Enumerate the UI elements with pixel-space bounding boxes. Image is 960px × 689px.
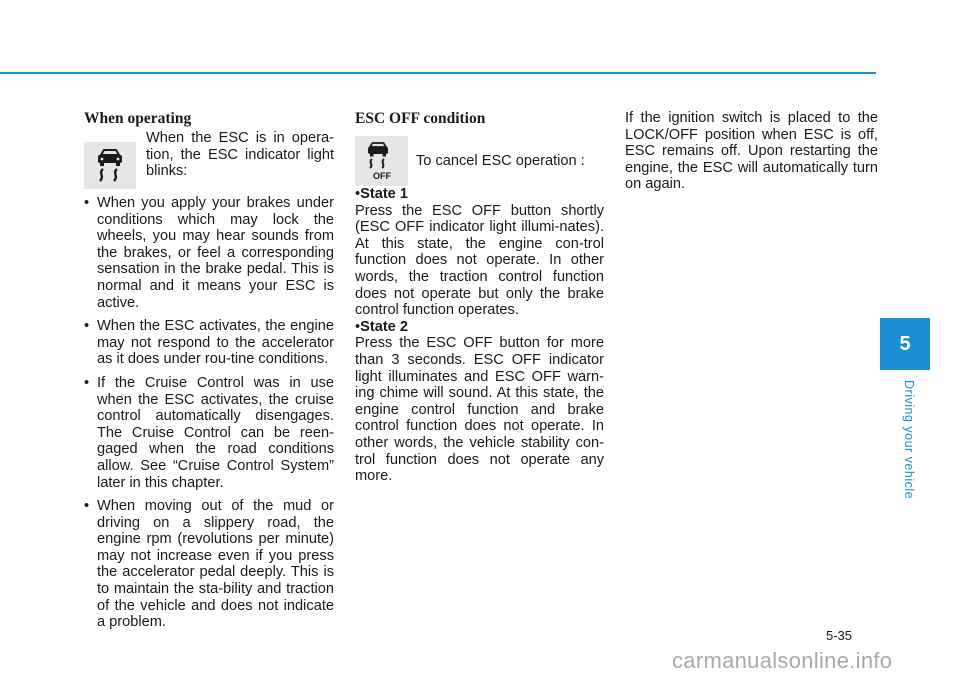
list-item: • When you apply your brakes under conditions which may lock the wheels, you may hear sounds from the brakes, or feel a corresponding sensation in the brake pedal. This is normal and it means your ESC is active.	[84, 195, 334, 311]
chapter-title: Driving your vehicle	[902, 380, 916, 500]
when-operating-list	[84, 195, 334, 631]
section-heading-when-operating: When operating	[84, 110, 192, 127]
column-esc-off	[355, 110, 604, 485]
esc-off-icon-label: OFF	[372, 171, 391, 181]
watermark-text: carmanualsonline.info	[672, 648, 893, 673]
state-2-label: • State 2	[355, 319, 604, 336]
page-number: 5-35	[826, 628, 853, 643]
list-item: • If the Cruise Control was in use when the ESC activates, the cruise control automatically disengages. The Cruise Control can be reen-gaged when the road conditions allow. See “Cruise Control System” later in this chapter.	[84, 375, 334, 491]
esc-off-intro: To cancel ESC operation :	[416, 152, 585, 169]
column-when-operating	[84, 110, 334, 638]
section-heading-esc-off: ESC OFF condition	[355, 110, 486, 127]
chapter-number-tab: 5	[880, 318, 930, 370]
list-item: • When moving out of the mud or driving on a slippery road, the engine rpm (revolutions per minute) may not increase even if you press the accelerator pedal deeply. This is to maintain the sta-bility and traction of the vehicle and does not indicate a problem.	[84, 498, 334, 631]
state-1-text: Press the ESC OFF button shortly (ESC OFF indicator light illumi-nates). At this state, the engine con-trol function does not operate. In other words, the traction control function does not operate but only the brake control function operates.	[355, 202, 604, 319]
ignition-note-text: If the ignition switch is placed to the LOCK/OFF position when ESC is off, ESC remains off. Upon restarting the engine, the ESC will automatically turn on again.	[625, 110, 878, 193]
esc-indicator-row	[84, 130, 334, 189]
state-2-text: Press the ESC OFF button for more than 3 seconds. ESC OFF indicator light illuminates and ESC OFF warn-ing chime will sound. At this state, the engine control function and brake control function does not operate. In other words, the vehicle stability con-trol function does not operate any more.	[355, 335, 604, 485]
state-1-label: • State 1	[355, 186, 604, 203]
esc-indicator-icon	[84, 142, 136, 189]
column-ignition-note	[625, 110, 878, 193]
esc-off-indicator-row	[355, 136, 604, 186]
esc-off-indicator-icon	[355, 136, 408, 186]
when-operating-intro: When the ESC is in opera-tion, the ESC indicator light blinks:	[146, 130, 334, 180]
list-item: • When the ESC activates, the engine may not respond to the accelerator as it does under rou-tine conditions.	[84, 318, 334, 368]
header-rule	[0, 72, 876, 74]
